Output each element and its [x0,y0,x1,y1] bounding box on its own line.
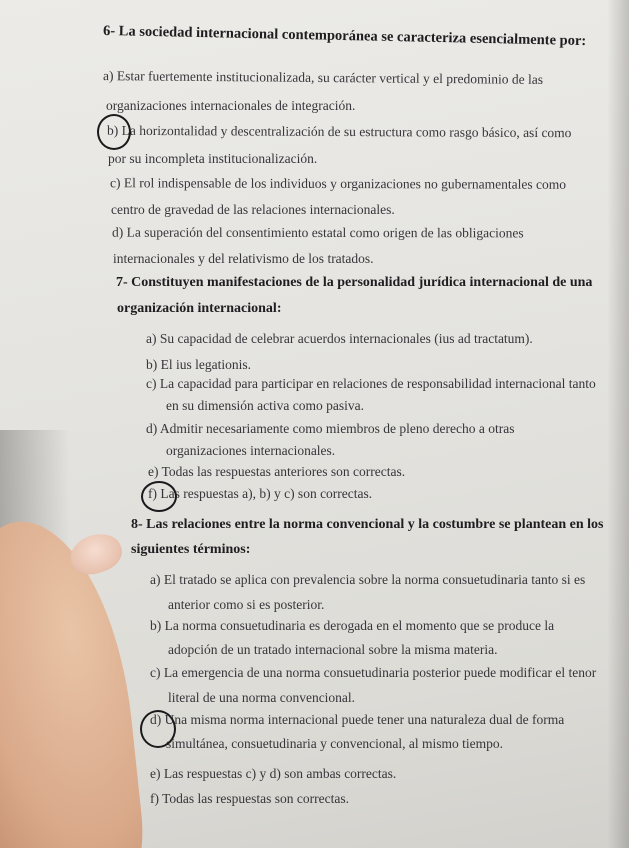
q7-option-a: a) Su capacidad de celebrar acuerdos internacionales (ius ad tractatum). [146,331,533,346]
q7-option-f: f) Las respuestas a), b) y c) son correctas. [148,486,373,501]
answer-circle-q8-d [140,710,176,748]
q8-option-e: e) Las respuestas c) y d) son ambas correctas. [150,766,397,781]
page-edge-shadow [607,0,629,848]
q6-option-a-line2: organizaciones internacionales de integración. [106,98,356,113]
question-7-title-line2: organización internacional: [117,301,282,316]
q7-option-e: e) Todas las respuestas anteriores son correctas. [148,464,406,479]
question-8-title-line1: 8- Las relaciones entre la norma convencional y la costumbre se plantean en los [131,517,604,532]
q8-option-c-line2: literal de una norma convencional. [168,690,356,705]
q6-option-a-line1: a) Estar fuertemente institucionalizada, su carácter vertical y el predominio de las [102,68,544,87]
q7-option-d-line2: organizaciones internacionales. [166,443,336,458]
q8-option-a-line2: anterior como si es posterior. [168,597,325,612]
q6-option-c-line1: c) El rol indispensable de los individuos y organizaciones no gubernamentales como [109,175,567,192]
answer-circle-q6-b [97,114,131,150]
q6-option-c-line2: centro de gravedad de las relaciones internacionales. [111,202,395,217]
question-8-title-line2: siguientes términos: [131,542,251,557]
q8-option-b-line1: b) La norma consuetudinaria es derogada en el momento que se produce la [150,618,555,633]
q8-option-a-line1: a) El tratado se aplica con prevalencia sobre la norma consuetudinaria tanto si es [150,572,586,587]
q6-option-d-line1: d) La superación del consentimiento estatal como origen de las obligaciones [111,224,524,241]
q8-option-c-line1: c) La emergencia de una norma consuetudinaria posterior puede modificar el tenor [150,665,597,680]
q7-option-c-line1: c) La capacidad para participar en relaciones de responsabilidad internacional tanto [146,376,596,391]
q7-option-c-line2: en su dimensión activa como pasiva. [166,398,364,413]
answer-circle-q7-f [141,481,177,512]
question-6-title: 6- La sociedad internacional contemporánea se caracteriza esencialmente por: [102,22,587,50]
q6-option-b-line1: b) La horizontalidad y descentralización de su estructura como rasgo básico, así como [106,122,572,141]
q7-option-d-line1: d) Admitir necesariamente como miembros de pleno derecho a otras [146,421,515,436]
question-7-title-line1: 7- Constituyen manifestaciones de la personalidad jurídica internacional de una [116,275,593,290]
q8-option-d-line2: simultánea, consuetudinaria y convencional, al mismo tiempo. [166,736,504,751]
q6-option-d-line2: internacionales y del relativismo de los tratados. [113,251,374,266]
q8-option-f: f) Todas las respuestas son correctas. [150,791,349,806]
q8-option-b-line2: adopción de un tratado internacional sobre la misma materia. [168,642,498,657]
q8-option-d-line1: d) Una misma norma internacional puede tener una naturaleza dual de forma [150,712,565,727]
q7-option-b: b) El ius legationis. [146,357,251,372]
q6-option-b-line2: por su incompleta institucionalización. [108,151,318,166]
